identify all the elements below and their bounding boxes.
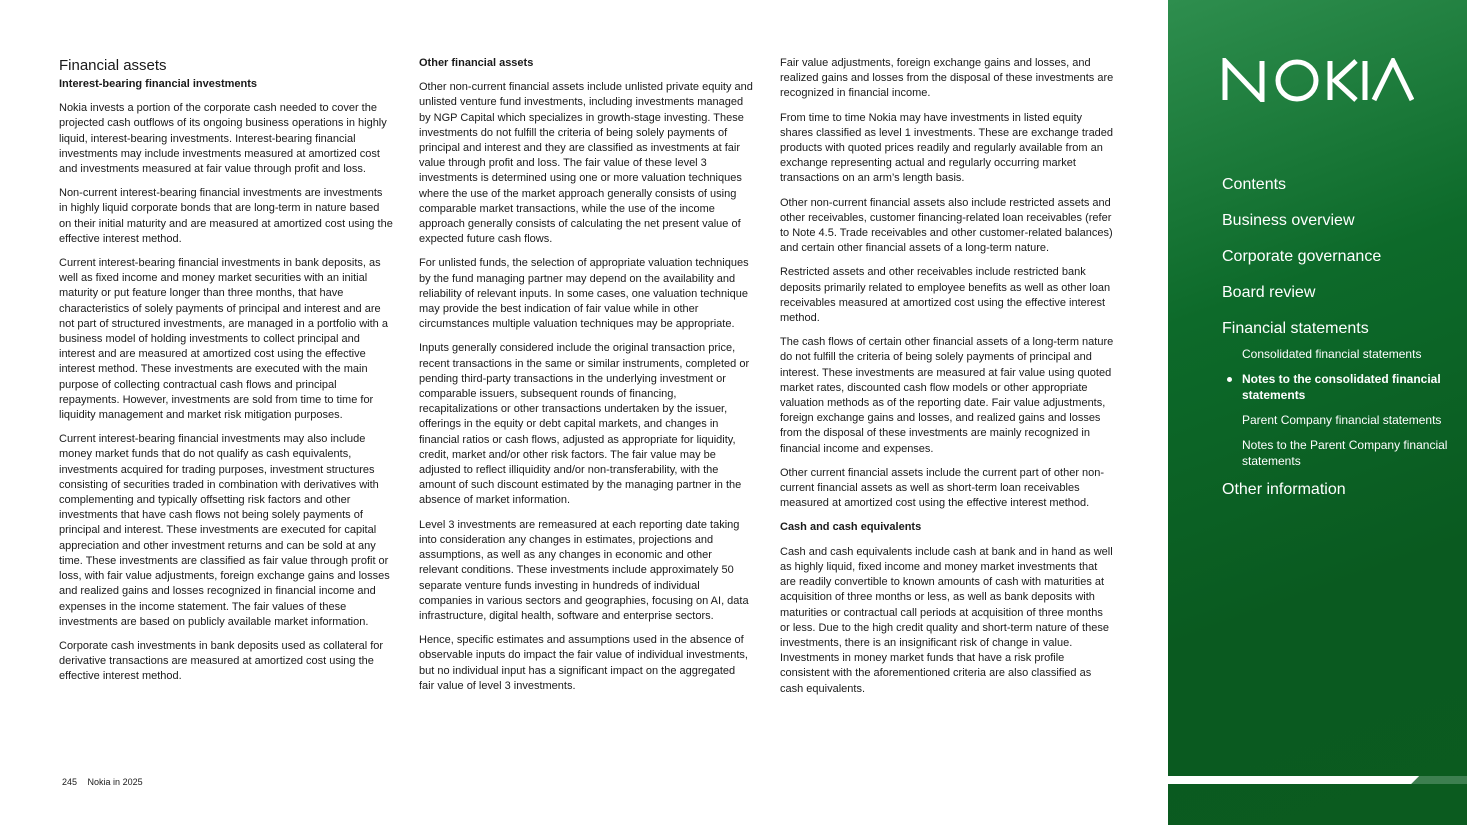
subheading-other-financial-assets: Other financial assets	[419, 57, 534, 69]
table-of-contents-nav	[1222, 174, 1452, 515]
reading-progress-bar	[1168, 776, 1467, 784]
subheading-cash-equivalents: Cash and cash equivalents	[780, 521, 922, 534]
paragraph: The cash flows of certain other financial assets of a long-term nature do not fulfill the criteria of being solely payments of principal and interest. These investments are measured at fair value using quoted market rates, discounted cash flow models or other appropriate valuation methods as of the reporting date. Fair value adjustments, foreign exchange gains and losses, and realized gains and losses from the disposal of these investments are mainly recognized in financial income and expenses.	[780, 336, 1114, 455]
paragraph: Corporate cash investments in bank deposits used as collateral for derivative transactions are measured at amortized cost using the effective interest method.	[59, 639, 384, 683]
column-1	[59, 56, 393, 694]
nav-item-contents[interactable]: Contents	[1222, 176, 1287, 193]
column-3	[780, 56, 1114, 706]
nav-item-corporate-governance[interactable]: Corporate governance	[1222, 248, 1382, 265]
nav-item-other-information[interactable]: Other information	[1222, 481, 1346, 498]
paragraph: Nokia invests a portion of the corporate cash needed to cover the projected cash outflows of its ongoing business operations in highly liquid, interest-bearing investments. Interest-bearing financial investments may include investments measured at amortized cost and investments measured at fair value through profit and loss.	[59, 102, 387, 176]
paragraph: Cash and cash equivalents include cash at bank and in hand as well as highly liquid, fixed income and money market investments that are readily convertible to known amounts of cash with maturities at acquisition of three months or less, as well as bank deposits with maturities or contractual call periods at acquisition of three months or less. Due to the high credit quality and short-term nature of these investments, there is an insignificant risk of change in value. Investments in money market funds that have a risk profile consistent with the aforementioned criteria are also classified as cash equivalents.	[780, 545, 1113, 695]
paragraph: Non-current interest-bearing financial investments are investments in highly liquid corporate bonds that are long-term in nature based on their initial maturity and are measured at amortized cost using the effective interest method.	[59, 187, 393, 245]
paragraph: For unlisted funds, the selection of appropriate valuation techniques by the fund managing partner may depend on the availability and reliability of relevant inputs. In some cases, one valuation technique may provide the best indication of fair value while in other circumstances multiple valuation techniques may be appropriate.	[419, 257, 749, 331]
reading-progress-fill	[1168, 776, 1419, 784]
financial-statements-subnav	[1222, 346, 1452, 469]
subnav-item-parent-company-financial-statements[interactable]: Parent Company financial statements	[1242, 413, 1442, 427]
subnav-item-notes-consolidated-active[interactable]: Notes to the consolidated financial statements	[1222, 371, 1452, 403]
sidebar	[1168, 0, 1467, 825]
paragraph: Other non-current financial assets include unlisted private equity and unlisted venture fund investments, including investments managed by NGP Capital which specializes in growth-stage investing. These investments do not fulfill the criteria of being solely payments of principal and interest and they are classified as investments at fair value through profit and loss. The fair value of these level 3 investments is determined using one or more valuation techniques where the use of the market approach generally consists of using comparable market transactions, while the use of the income approach generally consists of calculating the net present value of expected future cash flows.	[419, 81, 753, 246]
subnav-item-consolidated-financial-statements[interactable]: Consolidated financial statements	[1242, 347, 1422, 361]
paragraph: Current interest-bearing financial investments may also include money market funds that do not qualify as cash equivalents, investments acquired for trading purposes, investment structures consisting of securities traded in combination with derivatives with complementing and typically offsetting risk factors and other investments that have cash flows not being solely payments of principal and interest. These investments are executed for capital appreciation and other investment returns and can be sold at any time. These investments are classified as fair value through profit or loss, with fair value adjustments, foreign exchange gains and losses and realized gains and losses recognized in financial income and expenses in the income statement. The fair values of these investments are based on publicly available market information.	[59, 433, 390, 628]
paragraph: Fair value adjustments, foreign exchange gains and losses, and realized gains and losses from the disposal of these investments are recognized in financial income.	[780, 57, 1114, 100]
document-title: Nokia in 2025	[87, 777, 143, 787]
subnav-item-notes-parent-company[interactable]: Notes to the Parent Company financial statements	[1242, 438, 1448, 468]
section-title: Financial assets	[59, 57, 167, 74]
paragraph: From time to time Nokia may have investments in listed equity shares classified as level 1 investments. These are exchange traded products with quoted prices readily and regularly available from an exchange representing actual and regularly occurring market transactions on an arm’s length basis.	[780, 111, 1114, 185]
column-2	[419, 56, 753, 703]
paragraph: Restricted assets and other receivables include restricted bank deposits primarily related to employee benefits as well as other loan receivables measured at amortized cost using the effective interest method.	[780, 266, 1111, 325]
paragraph: Level 3 investments are remeasured at each reporting date taking into consideration any changes in estimates, projections and assumptions, as well as any changes in economic and other relevant conditions. These investments include approximately 50 separate venture funds investing in hundreds of individual companies in various sectors and geographies, focusing on AI, data infrastructure, digital health, software and enterprise sectors.	[419, 518, 749, 622]
paragraph: Other current financial assets include the current part of other non-current financial assets as well as short-term loan receivables measured at amortized cost using the effective interest method.	[780, 466, 1105, 510]
paragraph: Inputs generally considered include the original transaction price, recent transactions in the same or similar instruments, completed or pending third-party transactions in the underlying investment or comparable issuers, subsequent rounds of financing, recapitalizations or other transactions undertaken by the issuer, offerings in the equity or debt capital markets, and changes in financial ratios or cash flows, adjusted as appropriate for liquidity, credit, market and/or other risk factors. The fair value may be adjusted to reflect illiquidity and/or non-transferability, with the amount of such discount estimated by the managing partner in the absence of market information.	[419, 342, 750, 507]
subheading-interest-bearing: Interest-bearing financial investments	[59, 78, 258, 90]
nokia-logo	[1222, 58, 1414, 102]
nav-item-board-review[interactable]: Board review	[1222, 284, 1316, 301]
page-footer	[62, 777, 151, 787]
nav-item-financial-statements[interactable]: Financial statements	[1222, 320, 1369, 337]
nav-item-business-overview[interactable]: Business overview	[1222, 212, 1355, 229]
paragraph: Other non-current financial assets also include restricted assets and other receivables, customer financing-related loan receivables (refer to Note 4.5. Trade receivables and other customer-related balances) and certain other financial assets of a long-term nature.	[780, 196, 1113, 255]
paragraph: Hence, specific estimates and assumptions used in the absence of observable inputs do impact the fair value of individual investments, but no individual input has a significant impact on the aggregated fair value of level 3 investments.	[419, 634, 748, 692]
page-number: 245	[62, 777, 78, 787]
paragraph: Current interest-bearing financial investments in bank deposits, as well as fixed income and money market securities with an initial maturity or put feature longer than three months, that have characteristics of solely payments of principal and interest and are not part of structured investments, are managed in a portfolio with a business model of holding investments to collect principal and interest and are measured at amortized cost using the effective interest method. These investments are executed with the main purpose of collecting contractual cash flows and principal repayments. However, investments are sold from time to time for liquidity management and market risk mitigation purposes.	[59, 257, 388, 422]
